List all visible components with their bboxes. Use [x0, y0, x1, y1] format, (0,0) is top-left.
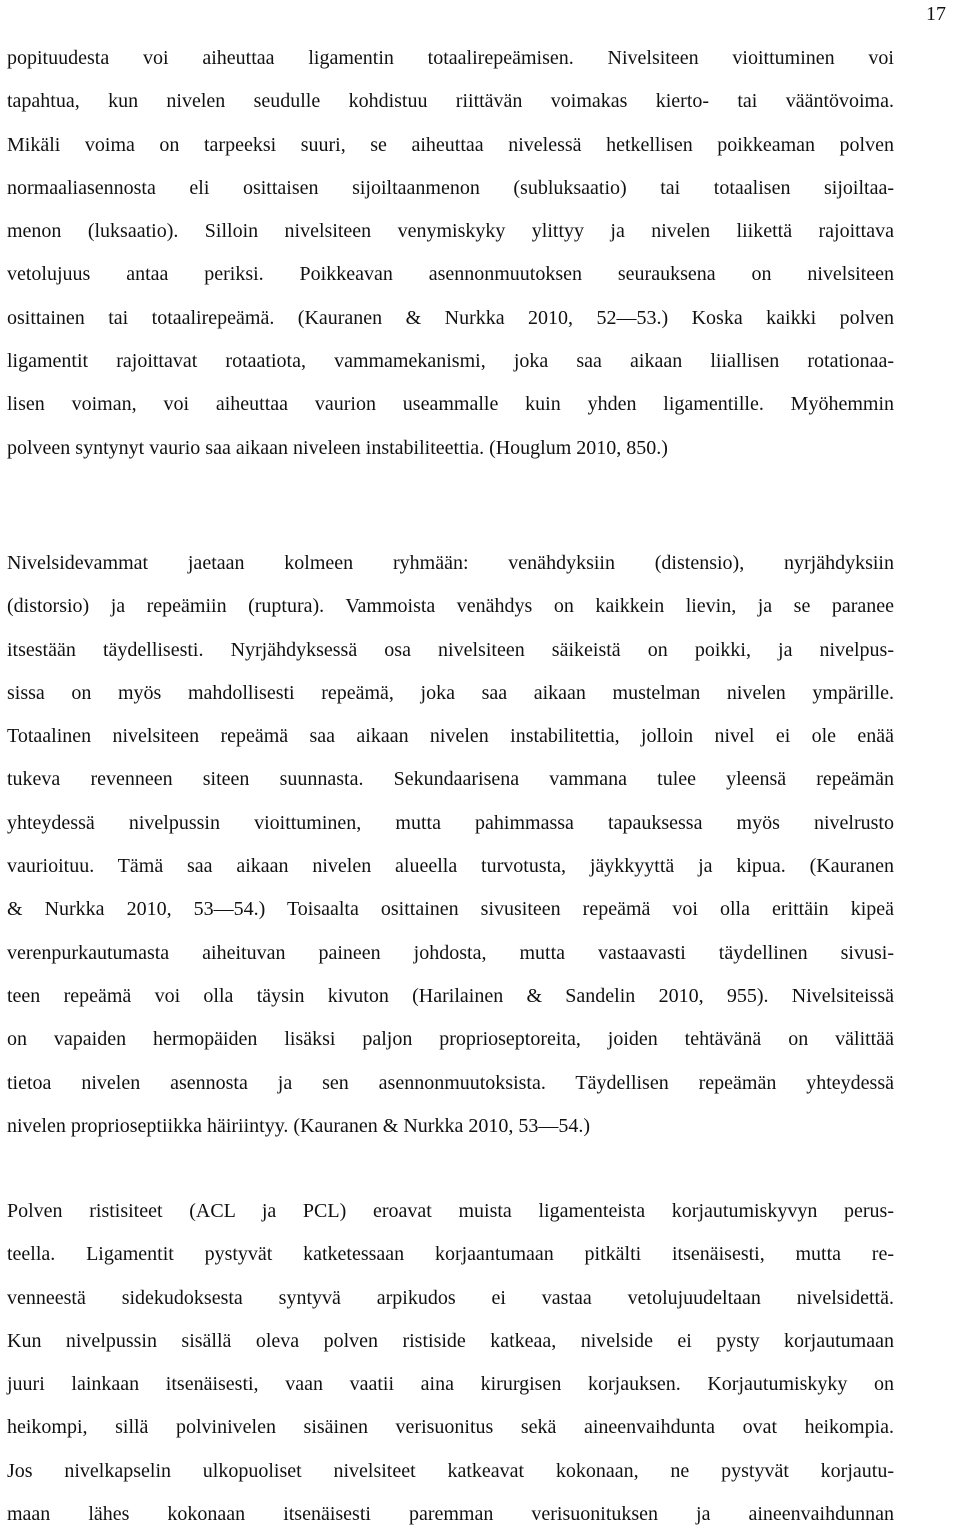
- paragraph-ligament-injury-classification: [7, 542, 894, 1148]
- text-line: vetolujuus antaa periksi. Poikkeavan asennonmuutoksen seurauksena on nivelsiteen: [7, 263, 894, 286]
- text-line: vaurioituu. Tämä saa aikaan nivelen alueella turvotusta, jäykkyyttä ja kipua. (Kauranen: [7, 855, 894, 878]
- text-line: ligamentit rajoittavat rotaatiota, vammamekanismi, joka saa aikaan liiallisen rotationaa-: [7, 350, 894, 373]
- text-line: teella. Ligamentit pystyvät katketessaan korjaantumaan pitkälti itsenäisesti, mutta re-: [7, 1243, 894, 1266]
- text-line: venneestä sidekudoksesta syntyvä arpikudos ei vastaa vetolujuudeltaan nivelsidettä.: [7, 1286, 894, 1309]
- text-line: maan lähes kokonaan itsenäisesti paremman verisuonituksen ja aineenvaihdunnan: [7, 1503, 894, 1526]
- text-line: teen repeämä voi olla täysin kivuton (Harilainen & Sandelin 2010, 955). Nivelsiteissä: [7, 984, 894, 1007]
- text-line: Jos nivelkapselin ulkopuoliset nivelsiteet katkeavat kokonaan, ne pystyvät korjautu-: [7, 1459, 894, 1482]
- text-line: heikompi, sillä polvinivelen sisäinen verisuonitus sekä aineenvaihdunta ovat heikompia.: [7, 1416, 894, 1439]
- text-line: polveen syntynyt vaurio saa aikaan niveleen instabiliteettia. (Houglum 2010, 850.): [7, 436, 668, 459]
- text-line: on vapaiden hermopäiden lisäksi paljon proprioseptoreita, joiden tehtävänä on välittää: [7, 1028, 894, 1051]
- text-line: osittainen tai totaalirepeämä. (Kauranen & Nurkka 2010, 52—53.) Koska kaikki polven: [7, 306, 894, 329]
- text-line: juuri lainkaan itsenäisesti, vaan vaatii aina kirurgisen korjauksen. Korjautumiskyky on: [7, 1373, 894, 1396]
- paragraph-ligament-injury-mechanism: [7, 37, 894, 470]
- text-line: Mikäli voima on tarpeeksi suuri, se aiheuttaa nivelessä hetkellisen poikkeaman polven: [7, 133, 894, 156]
- text-line: Nivelsidevammat jaetaan kolmeen ryhmään: venähdyksiin (distensio), nyrjähdyksiin: [7, 552, 894, 574]
- text-line: verenpurkautumasta aiheituvan paineen johdosta, mutta vastaavasti täydellinen sivusi-: [7, 941, 894, 964]
- text-line: menon (luksaatio). Silloin nivelsiteen venymiskyky ylittyy ja nivelen liikettä rajoittava: [7, 220, 894, 243]
- text-line: yhteydessä nivelpussin vioittuminen, mutta pahimmassa tapauksessa myös nivelrusto: [7, 811, 894, 834]
- paragraph-cruciate-ligament-healing: [7, 1190, 894, 1536]
- text-line: lisen voiman, voi aiheuttaa vaurion useammalle kuin yhden ligamentille. Myöhemmin: [7, 393, 894, 416]
- text-line: tukeva revenneen siteen suunnasta. Sekundaarisena vammana tulee yleensä repeämän: [7, 768, 894, 791]
- text-line: normaaliasennosta eli osittaisen sijoiltaanmenon (subluksaatio) tai totaalisen sijoiltaa-: [7, 176, 894, 199]
- text-line: nivelen proprioseptiikka häiriintyy. (Kauranen & Nurkka 2010, 53—54.): [7, 1114, 591, 1137]
- text-line: Polven ristisiteet (ACL ja PCL) eroavat muista ligamenteista korjautumiskyvyn perus-: [7, 1200, 894, 1222]
- page-number: 17: [926, 3, 946, 25]
- text-line: (distorsio) ja repeämiin (ruptura). Vammoista venähdys on kaikkein lievin, ja se paranee: [7, 595, 894, 618]
- text-line: Kun nivelpussin sisällä oleva polven ristiside katkeaa, nivelside ei pysty korjautumaan: [7, 1329, 894, 1352]
- text-line: tietoa nivelen asennosta ja sen asennonmuutoksista. Täydellisen repeämän yhteydessä: [7, 1071, 894, 1094]
- text-line: popituudesta voi aiheuttaa ligamentin totaalirepeämisen. Nivelsiteen vioittuminen voi: [7, 47, 894, 69]
- text-line: tapahtua, kun nivelen seudulle kohdistuu riittävän voimakas kierto- tai vääntövoima.: [7, 90, 894, 113]
- text-line: & Nurkka 2010, 53—54.) Toisaalta osittainen sivusiteen repeämä voi olla erittäin kipeä: [7, 898, 894, 921]
- text-line: itsestään täydellisesti. Nyrjähdyksessä osa nivelsiteen säikeistä on poikki, ja nivelpus-: [7, 638, 894, 661]
- text-line: sissa on myös mahdollisesti repeämä, joka saa aikaan mustelman nivelen ympärille.: [7, 681, 894, 704]
- text-line: Totaalinen nivelsiteen repeämä saa aikaan nivelen instabilitettia, jolloin nivel ei ole enää: [7, 725, 894, 748]
